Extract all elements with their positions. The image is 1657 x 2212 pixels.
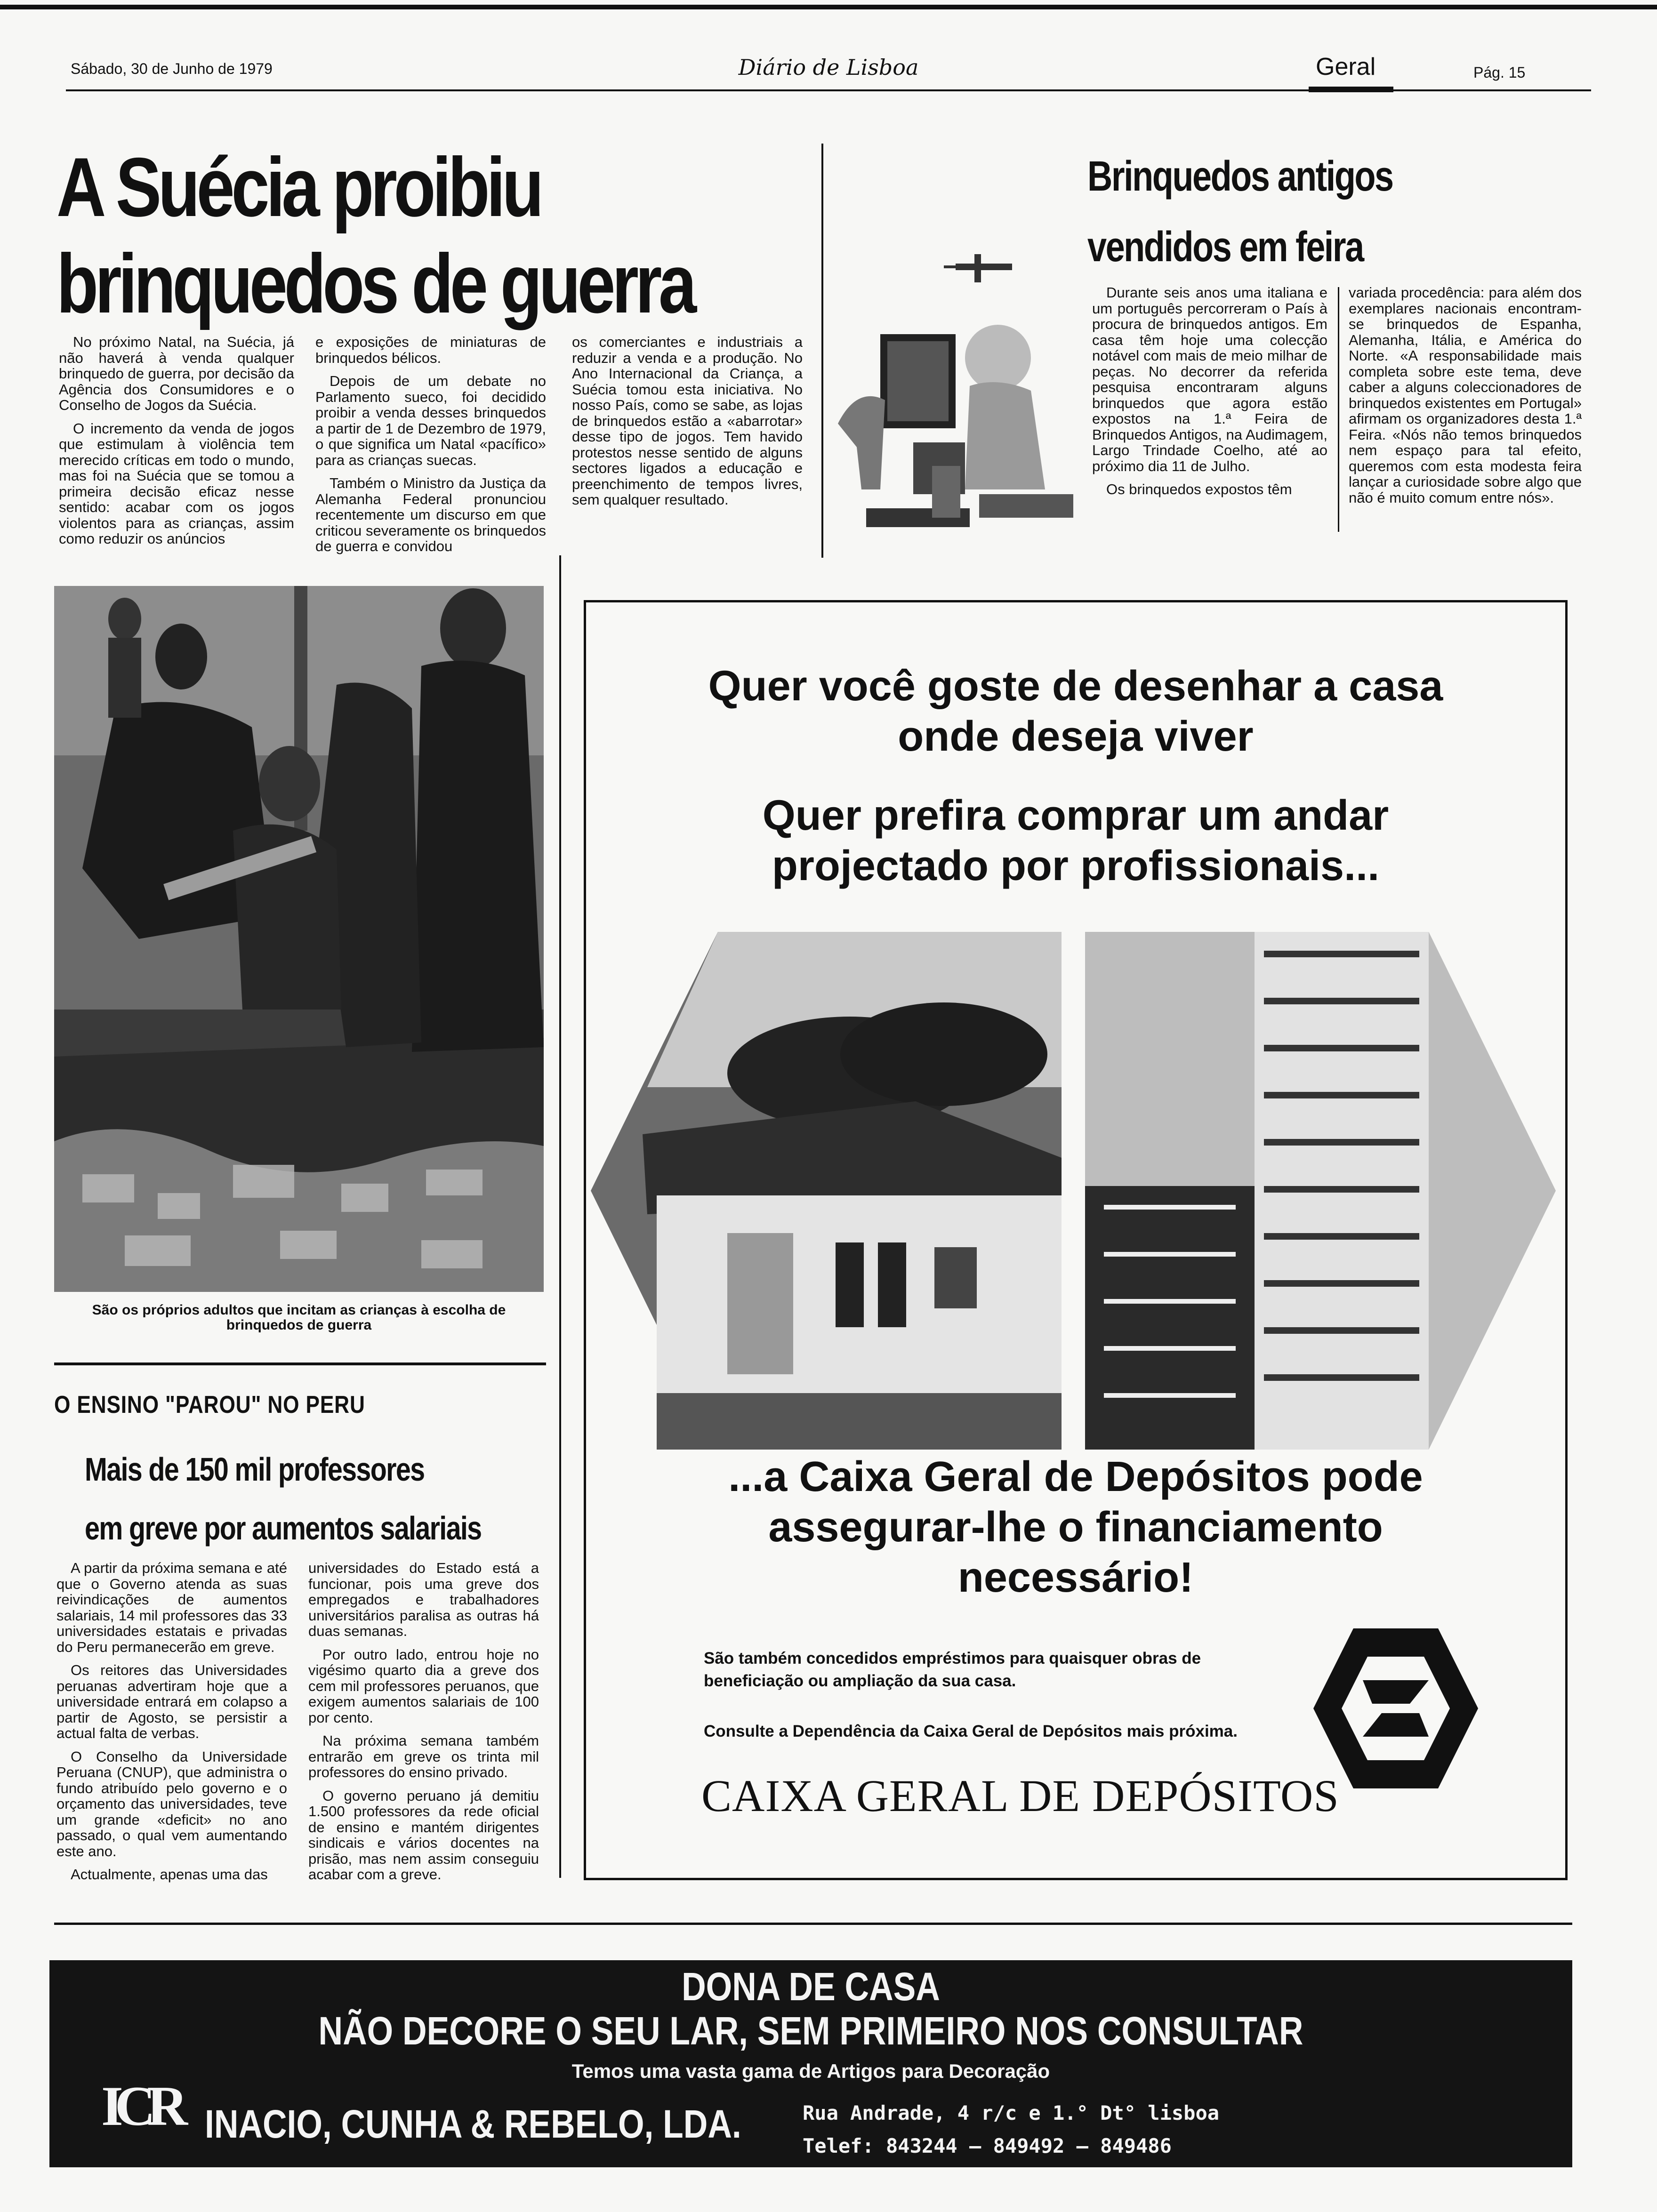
paragraph: Os brinquedos expostos têm [1106, 481, 1292, 497]
photo-illustration [54, 586, 544, 1292]
paragraph: variada procedência: para além dos exemplares nacionais encontram-se brinquedos de Espanha, Alemanha, Itália, e América do Norte. «A responsabilidade mais completa sobre este tema, deve caber a alguns coleccionadores de brinquedos existentes em Portugal» afirmam os organizadores desta 1.ª Feira. «Nós não temos brinquedos nem espaço para tal efeito, queremos com esta modesta feira lançar a curiosidade sobre algo que não é muito comum entre nós». [1349, 284, 1582, 506]
ad-line: Quer prefira comprar um andar [762, 792, 1389, 839]
peru-kicker: O ENSINO "PAROU" NO PERU [54, 1391, 365, 1419]
paragraph: Depois de um debate no Parlamento sueco, foi decidido proibir a venda desses brinquedos a partir de 1 de Dezembro de 1979, o que significa um Natal «pacífico» para as crianças suecas. [315, 373, 546, 468]
peru-headline [85, 1440, 481, 1558]
banner-title: DONA DE CASA [682, 1964, 940, 2009]
ad-line: necessário! [957, 1554, 1194, 1601]
paragraph: Os reitores das Universidades peruanas advertiram hoje que a universidade entrará em colapso a partir de Agosto, se persistir a actual falta de verbas. [56, 1662, 287, 1741]
paragraph: e exposições de miniaturas de brinquedos bélicos. [315, 334, 546, 366]
ad-line: onde deseja viver [898, 713, 1254, 760]
main-headline-line2: brinquedos de guerra [56, 237, 693, 330]
photo-adults-children-toys [54, 586, 544, 1292]
company-name: INACIO, CUNHA & REBELO, LDA. [205, 2102, 741, 2146]
company-address: Rua Andrade, 4 r/c e 1.° Dt° lisboa [803, 2101, 1220, 2124]
cgd-brand-name: CAIXA GERAL DE DEPÓSITOS [701, 1771, 1339, 1821]
ad-line: ...a Caixa Geral de Depósitos pode [728, 1453, 1423, 1500]
paragraph: O governo peruano já demitiu 1.500 professores da rede oficial de ensino e mantém dirigentes sindicais e vários docentes na prisão, mas nem assim conseguiu acabar com a greve. [308, 1787, 539, 1883]
paragraph: os comerciantes e industriais a reduzir a venda e a produção. No Ano Internacional da Criança, a Suécia tomou esta iniciativa. No nosso País, como se sabe, as lojas de brinquedos estão a «abarrotar» desse tipo de jogos. Tem havido protestos nesse sentido de alguns sectores ligados a educação e preenchimento de tempos livres, sem qualquer resultado. [572, 334, 803, 508]
paragraph: Na próxima semana também entrarão em greve os trinta mil professores do ensino privado. [308, 1732, 539, 1780]
banner-subtitle: Temos uma vasta gama de Artigos para Decoração [571, 2060, 1050, 2082]
houses-illustration [586, 932, 1565, 1450]
ad-line: projectado por profissionais... [772, 842, 1380, 890]
peru-headline-line2: em greve por aumentos salariais [85, 1510, 482, 1547]
paragraph: Durante seis anos uma italiana e um português percorreram o País à procura de brinquedos antigos. Em casa têm hoje uma colecção notável com mais de meio milhar de peças. No decorrer da referida pesquisa encontraram alguns brinquedos que agora estão expostos na 1.ª Feira de Brinquedos Antigos, na Audimagem, Largo Trindade Coelho, até ao próximo dia 11 de Julho. [1092, 284, 1327, 474]
main-headline [56, 139, 693, 332]
paragraph: No próximo Natal, na Suécia, já não haverá à venda qualquer brinquedo de guerra, por decisão da Agência dos Consumidores e o Conselho de Jogos da Suécia. [59, 334, 294, 413]
section-rule [54, 1362, 546, 1365]
banner-slogan: NÃO DECORE O SEU LAR, SEM PRIMEIRO NOS CONSULTAR [318, 2009, 1303, 2053]
toys-col2 [1349, 285, 1582, 513]
paragraph: O incremento da venda de jogos que estimulam à violência tem merecido críticas em todo o mundo, mas foi na Suécia que se tomou a primeira decisão eficaz nesse sentido: acabar com os jogos violentos para as crianças, assim como reduzir os anúncios [59, 420, 294, 547]
house-and-building-picture [586, 932, 1565, 1450]
paragraph: A partir da próxima semana e até que o Governo atenda as suas reivindicações de aumentos salariais, 14 mil professores das 33 universidades estatais e privadas do Peru permanecerão em greve. [56, 1560, 287, 1655]
ad-small-text: beneficiação ou ampliação da sua casa. [704, 1672, 1016, 1690]
paragraph: Também o Ministro da Justiça da Alemanha Federal pronunciou recentemente um discurso em que criticou severamente os brinquedos de guerra e convidou [315, 475, 546, 554]
column-divider [1338, 287, 1339, 532]
cgd-advert [584, 600, 1568, 1880]
toys-headline-line2: vendidos em feira [1087, 224, 1363, 271]
ad-small-text: Consulte a Dependência da Caixa Geral de Depósitos mais próxima. [704, 1722, 1238, 1740]
cgd-logo-icon [1311, 1624, 1480, 1793]
section-rule [54, 1923, 1572, 1925]
newspaper-title: Diário de Lisboa [738, 55, 919, 80]
ad-small-text: São também concedidos empréstimos para quaisquer obras de [704, 1649, 1201, 1667]
page-number: Pág. 15 [1473, 64, 1526, 81]
section-name: Geral [1316, 53, 1376, 80]
sweden-col1 [59, 334, 294, 554]
peru-col1 [56, 1560, 287, 1890]
section-underline [1309, 87, 1393, 92]
top-rule [0, 5, 1657, 9]
peru-headline-line1: Mais de 150 mil professores [85, 1451, 425, 1488]
paragraph: Por outro lado, entrou hoje no vigésimo quarto dia a greve dos cem mil professores peruanos, que exigem aumentos salariais de 100 por cento. [308, 1646, 539, 1726]
sweden-col2 [315, 334, 546, 562]
toys-col1 [1092, 285, 1327, 505]
column-divider [821, 144, 823, 558]
photo-caption: São os próprios adultos que incitam as crianças à escolha de brinquedos de guerra [92, 1302, 506, 1333]
header-date: Sábado, 30 de Junho de 1979 [71, 60, 273, 77]
company-logo-letters: ICR [101, 2075, 180, 2137]
furniture-banner-ad [49, 1960, 1572, 2167]
company-logo [101, 2054, 195, 2158]
column-divider [559, 555, 561, 1878]
paragraph: O Conselho da Universidade Peruana (CNUP), que administra o fundo atribuído pelo governo e o orçamento das universidades, teve um grande «deficit» no ano passado, o qual vem aumentando este ano. [56, 1748, 287, 1859]
main-headline-line1: A Suécia proibiu [56, 140, 541, 234]
ad-line: Quer você goste de desenhar a casa [708, 663, 1443, 710]
photo-antique-toys [828, 245, 1083, 546]
sweden-col3 [572, 334, 803, 515]
toys-headline [1087, 141, 1473, 282]
paragraph: universidades do Estado está a funcionar, pois uma greve dos empregados e trabalhadores universitários paralisa as outras há duas semanas. [308, 1560, 539, 1639]
peru-col2 [308, 1560, 539, 1890]
paragraph: Actualmente, apenas uma das [71, 1866, 268, 1883]
toys-headline-line1: Brinquedos antigos [1087, 153, 1393, 200]
ad-line: assegurar-lhe o financiamento [768, 1504, 1383, 1551]
company-phones: Telef: 843244 — 849492 — 849486 [803, 2134, 1172, 2157]
toys-illustration [828, 245, 1083, 546]
